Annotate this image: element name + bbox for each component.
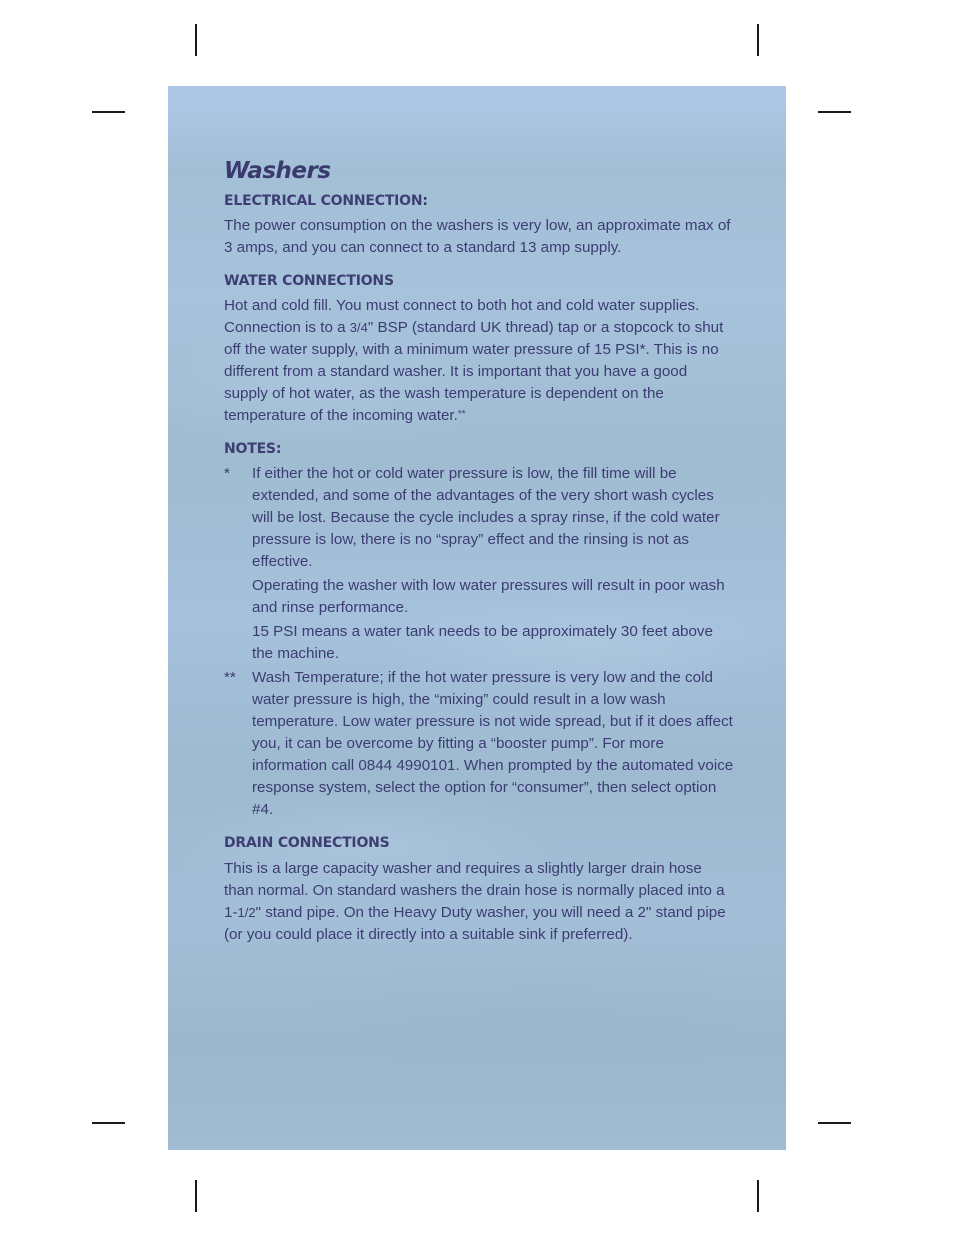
note-2-mark: **	[224, 669, 236, 686]
water-body-part2: " BSP (standard UK thread) tap or a stopcock to shut off the water supply, with a minimum water pressure of 15 PSI*. This is no different from a standard washer. It is important that you have a good supply of hot water, as the wash temperature is dependent on the temperature of the incoming water.	[224, 319, 724, 424]
note-1-para-2: Operating the washer with low water pressures will result in poor wash and rinse performance.	[252, 577, 725, 616]
water-body	[224, 295, 734, 427]
crop-mark-top-left	[195, 24, 197, 56]
washers-section	[224, 158, 734, 946]
crop-mark-top-right	[757, 24, 759, 56]
content-panel	[168, 86, 786, 1150]
note-2	[224, 667, 734, 821]
drain-fraction: 1/2	[237, 905, 256, 920]
water-heading: WATER CONNECTIONS	[224, 273, 394, 289]
notes-heading: NOTES:	[224, 441, 282, 457]
drain-heading: DRAIN CONNECTIONS	[224, 835, 390, 851]
note-1-mark: *	[224, 465, 230, 482]
note-1-text: If either the hot or cold water pressure is low, the fill time will be extended, and some of the advantages of the very short wash cycles will be lost. Because the cycle includes a spray rinse, if the cold water pressure is low, there is no “spray” effect and the rinsing is not as effective.	[252, 465, 720, 570]
crop-mark-right-bottom	[818, 1122, 851, 1124]
note-1-para-3: 15 PSI means a water tank needs to be approximately 30 feet above the machine.	[252, 623, 713, 662]
drain-body-part1: This is a large capacity washer and requires a slightly larger drain hose than normal. On standard washers the drain hose is normally placed into a 1-	[224, 860, 725, 921]
water-fraction: 3/4	[349, 320, 368, 335]
electrical-heading: ELECTRICAL CONNECTION:	[224, 193, 428, 209]
drain-body	[224, 858, 734, 946]
page-title: Washers	[224, 158, 331, 184]
crop-mark-bottom-right	[757, 1180, 759, 1212]
note-2-text: Wash Temperature; if the hot water pressure is very low and the cold water pressure is high, the “mixing” could result in a low wash temperature. Low water pressure is not wide spread, but if it does affect you, it can be overcome by fitting a “booster pump”. For more information call 0844 4990101. When prompted by the automated voice response system, select the option for “consumer”, then select option #4.	[252, 669, 734, 818]
note-1	[224, 463, 734, 573]
crop-mark-left-top	[92, 111, 125, 113]
electrical-body: The power consumption on the washers is very low, an approximate max of 3 amps, and you can connect to a standard 13 amp supply.	[224, 217, 731, 256]
crop-mark-left-bottom	[92, 1122, 125, 1124]
crop-mark-right-top	[818, 111, 851, 113]
water-footnote-mark: **	[457, 409, 466, 420]
water-body-part1: Hot and cold fill. You must connect to both hot and cold water supplies. Connection is to a	[224, 297, 700, 336]
drain-body-part2: " stand pipe. On the Heavy Duty washer, you will need a 2" stand pipe (or you could place it directly into a suitable sink if preferred).	[224, 904, 726, 943]
crop-mark-bottom-left	[195, 1180, 197, 1212]
